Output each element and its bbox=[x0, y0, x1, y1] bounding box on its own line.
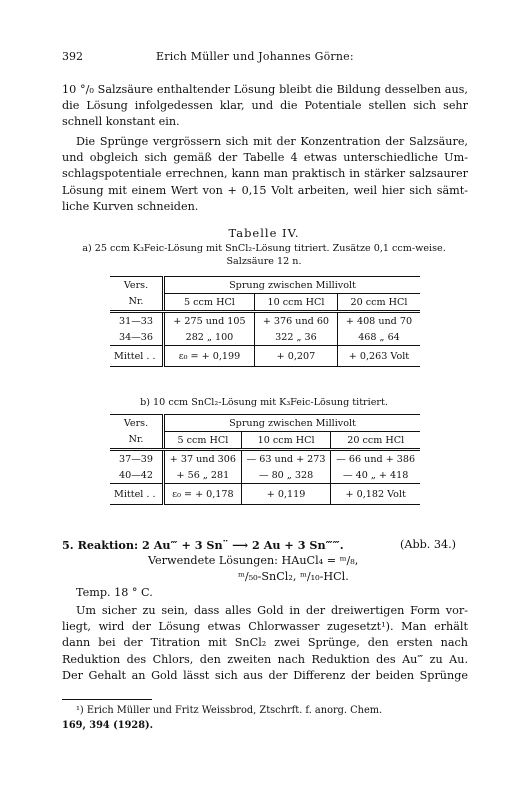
table-b-caption: b) 10 ccm SnCl₂-Lösung mit K₃Feic-Lösung titriert. bbox=[140, 397, 388, 408]
text-line: 10 °/₀ Salzsäure enthaltender Lösung bleibt die Bildung desselben aus, bbox=[62, 83, 468, 96]
table-cell: + 0,182 Volt bbox=[331, 484, 420, 505]
paragraph-2 bbox=[62, 134, 468, 215]
col-header-vers: Vers. bbox=[110, 277, 164, 294]
table-row bbox=[110, 329, 420, 346]
table-cell: + 408 und 70 bbox=[337, 312, 420, 330]
footnote-line-1: ¹) Erich Müller und Fritz Weissbrod, Ztschrft. f. anorg. Chem. bbox=[76, 705, 383, 716]
table-cell: — 63 und + 273 bbox=[241, 450, 331, 468]
table-cell: 37—39 bbox=[118, 453, 153, 465]
table-cell: + 37 und 306 bbox=[164, 450, 242, 468]
temperature: Temp. 18 ° C. bbox=[76, 586, 153, 599]
table-cell: + 56 „ 281 bbox=[164, 467, 242, 484]
text-line: Die Sprünge vergrössern sich mit der Konzentration der Salzsäure, bbox=[76, 135, 468, 148]
section-heading: 5. Reaktion: 2 Au‴ + 3 Sn¨ ⟶ 2 Au + 3 Sn‴‴. bbox=[62, 538, 344, 552]
text-line: schlagspotentiale errechnen, kann man praktisch in stärker salzsaurer bbox=[62, 167, 468, 181]
text-line: liche Kurven schneiden. bbox=[62, 199, 199, 213]
running-title: Erich Müller und Johannes Görne: bbox=[156, 50, 354, 63]
sub-header: 5 ccm HCl bbox=[164, 294, 255, 312]
sub-header: 10 ccm HCl bbox=[254, 294, 337, 312]
table-a-caption: a) 25 ccm K₃Feic-Lösung mit SnCl₂-Lösung titriert. Zusätze 0,1 ccm-weise. bbox=[82, 243, 446, 254]
group-header: Sprung zwischen Millivolt bbox=[164, 415, 421, 432]
table-cell: + 0,207 bbox=[254, 346, 337, 367]
col-header-vers: Vers. bbox=[110, 415, 164, 432]
table-cell: + 0,119 bbox=[241, 484, 331, 505]
sub-header: 5 ccm HCl bbox=[164, 432, 242, 450]
table-cell: 468 „ 64 bbox=[337, 329, 420, 346]
footnote-line-2: 169, 394 (1928). bbox=[62, 720, 154, 731]
table-cell: — 40 „ + 418 bbox=[331, 467, 420, 484]
table-cell: + 376 und 60 bbox=[254, 312, 337, 330]
figure-reference: (Abb. 34.) bbox=[400, 538, 457, 551]
table-cell: — 80 „ 328 bbox=[241, 467, 331, 484]
text-line: dann bei der Titration mit SnCl₂ zwei Sprünge, den ersten nach bbox=[62, 636, 468, 650]
solutions-line-2: ᵐ/₅₀-SnCl₂, ᵐ/₁₀-HCl. bbox=[238, 570, 349, 583]
col-header-nr: Nr. bbox=[110, 432, 164, 450]
table-cell: 322 „ 36 bbox=[254, 329, 337, 346]
table-row bbox=[110, 467, 420, 484]
table-a bbox=[110, 276, 420, 367]
text-line: schnell konstant ein. bbox=[62, 115, 180, 129]
table-cell: + 275 und 105 bbox=[164, 312, 255, 330]
paragraph-1 bbox=[62, 82, 468, 131]
table-cell: 282 „ 100 bbox=[164, 329, 255, 346]
paragraph-3 bbox=[62, 603, 468, 684]
table-b bbox=[110, 414, 420, 505]
table-cell: 34—36 bbox=[110, 329, 164, 346]
col-header-nr: Nr. bbox=[110, 294, 164, 312]
table-cell: 40—42 bbox=[110, 467, 164, 484]
sub-header: 20 ccm HCl bbox=[337, 294, 420, 312]
table-row bbox=[110, 312, 420, 330]
text-line: Um sicher zu sein, dass alles Gold in der dreiwertigen Form vor- bbox=[76, 604, 468, 617]
sub-header: 20 ccm HCl bbox=[331, 432, 420, 450]
table-row-mittel bbox=[110, 484, 420, 505]
table-cell: ε₀ = + 0,178 bbox=[164, 484, 242, 505]
table-cell: — 66 und + 386 bbox=[331, 450, 420, 468]
table-a-caption-2: Salzsäure 12 n. bbox=[226, 256, 302, 267]
table-cell: 31—33 bbox=[118, 315, 153, 327]
text-line: und obgleich sich gemäß der Tabelle 4 etwas unterschiedliche Um- bbox=[62, 151, 468, 165]
table-cell: Mittel . . bbox=[110, 346, 164, 367]
text-line: Der Gehalt an Gold lässt sich aus der Differenz der beiden Sprünge bbox=[62, 668, 468, 682]
text-line: Lösung mit einem Wert von + 0,15 Volt arbeiten, weil hier sich sämt- bbox=[62, 183, 468, 197]
page-number: 392 bbox=[62, 50, 83, 63]
text-line: liegt, wird der Lösung etwas Chlorwasser zugesetzt¹). Man erhält bbox=[62, 620, 468, 634]
table-row bbox=[110, 450, 420, 468]
text-line: Reduktion des Chlors, den zweiten nach Reduktion des Au‴ zu Au. bbox=[62, 652, 468, 666]
sub-header: 10 ccm HCl bbox=[241, 432, 331, 450]
page-header bbox=[62, 50, 468, 66]
table-cell: + 0,263 Volt bbox=[337, 346, 420, 367]
solutions-line-1: Verwendete Lösungen: HAuCl₄ = ᵐ/₈, bbox=[148, 554, 359, 567]
table-row-mittel bbox=[110, 346, 420, 367]
table-cell: Mittel . . bbox=[110, 484, 164, 505]
table-title: Tabelle IV. bbox=[228, 226, 300, 240]
table-cell: ε₀ = + 0,199 bbox=[164, 346, 255, 367]
group-header: Sprung zwischen Millivolt bbox=[164, 277, 421, 294]
text-line: die Lösung infolgedessen klar, und die Potentiale stellen sich sehr bbox=[62, 99, 468, 113]
footnote-rule bbox=[62, 699, 152, 700]
